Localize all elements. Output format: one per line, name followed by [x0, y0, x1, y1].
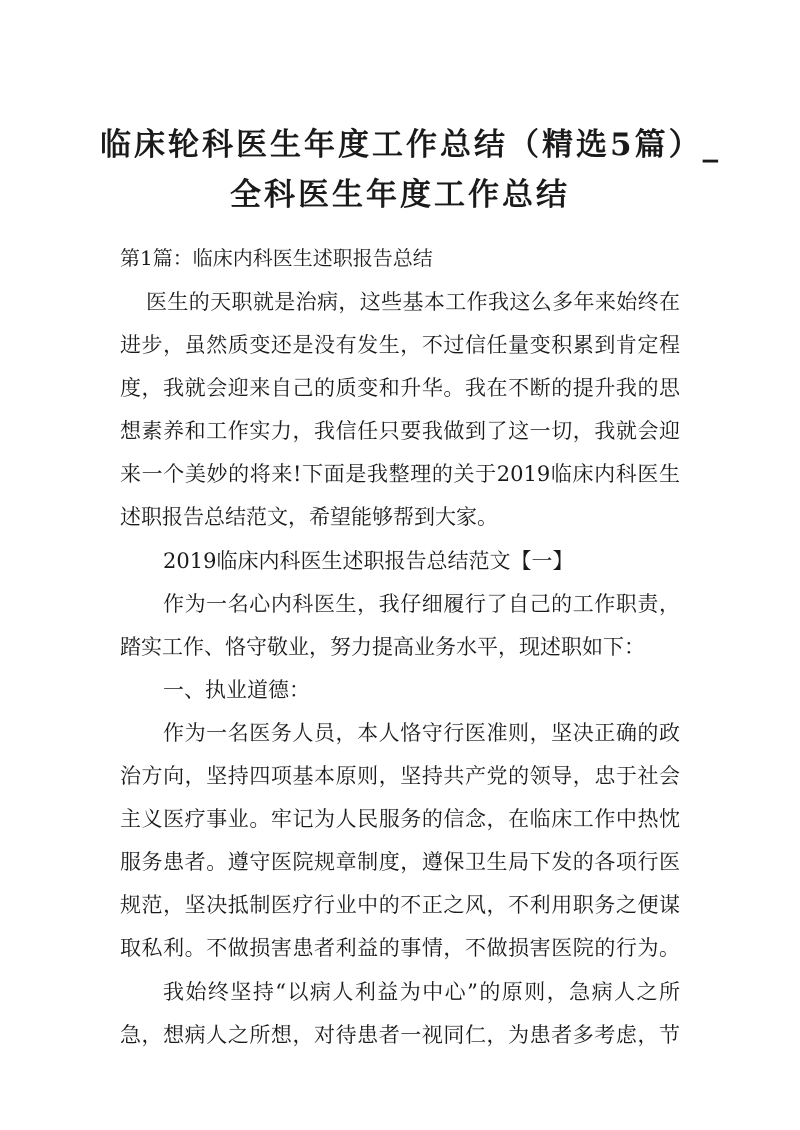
body-line: 述职报告总结范文，希望能够帮到大家。 [120, 505, 498, 529]
body-line: 我始终坚持“以病人利益为中心”的原则，急病人之所 [163, 980, 680, 1004]
body-line: 作为一名心内科医生，我仔细履行了自己的工作职责， [163, 592, 680, 616]
body-line: 来一个美妙的将来!下面是我整理的关于2019临床内科医生 [120, 462, 680, 486]
body-line: 想素养和工作实力，我信任只要我做到了这一切，我就会迎 [120, 419, 680, 443]
body-line: 度，我就会迎来自己的质变和升华。我在不断的提升我的思 [120, 376, 680, 400]
body-line: 治方向，坚持四项基本原则，坚持共产党的领导，忠于社会 [120, 764, 680, 788]
body-line: 急，想病人之所想，对待患者一视同仁，为患者多考虑，节 [120, 1023, 680, 1047]
document-title-line-1: 临床轮科医生年度工作总结（精选5篇）_ [100, 127, 722, 163]
body-line: 进步，虽然质变还是没有发生，不过信任量变积累到肯定程 [120, 333, 680, 357]
document-title-line-2: 全科医生年度工作总结 [230, 177, 570, 213]
body-line: 取私利。不做损害患者利益的事情，不做损害医院的行为。 [120, 936, 680, 960]
body-line: 踏实工作、恪守敬业，努力提高业务水平，现述职如下： [120, 635, 645, 659]
body-line: 医生的天职就是治病，这些基本工作我这么多年来始终在 [146, 290, 680, 314]
body-line: 服务患者。遵守医院规章制度，遵保卫生局下发的各项行医 [120, 850, 680, 874]
body-line: 作为一名医务人员，本人恪守行医准则，坚决正确的政 [163, 721, 680, 745]
subheading-line: 一、执业道德： [163, 678, 310, 702]
body-line: 规范，坚决抵制医疗行业中的不正之风，不利用职务之便谋 [120, 893, 680, 917]
body-line: 主义医疗事业。牢记为人民服务的信念，在临床工作中热忱 [120, 807, 680, 831]
subheading-line: 2019临床内科医生述职报告总结范文【一】 [163, 549, 574, 573]
section-heading: 第1篇：临床内科医生述职报告总结 [120, 246, 433, 270]
